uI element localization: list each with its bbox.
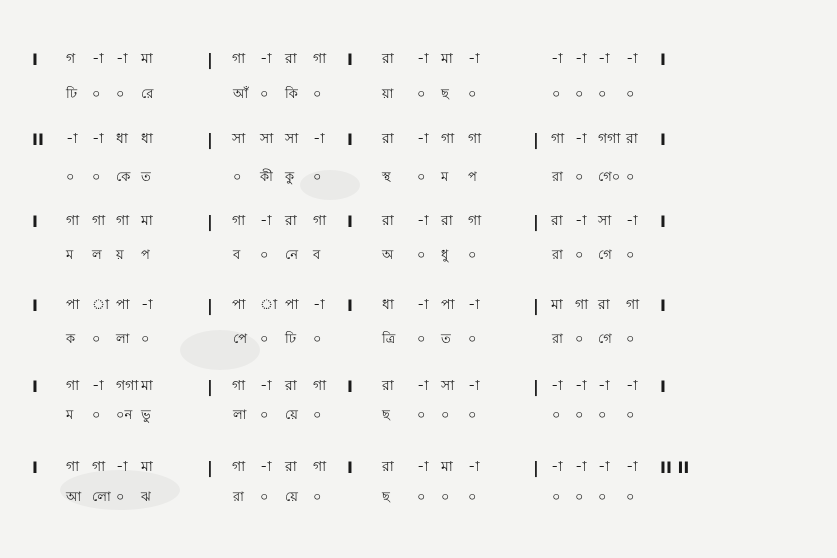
lyric-syllable: ০ bbox=[66, 170, 75, 185]
lyric-syllable: কু bbox=[285, 170, 295, 185]
lyric-syllable: ভু bbox=[141, 408, 151, 423]
notation-note: গা bbox=[313, 378, 327, 394]
lyric-syllable: ০ bbox=[468, 248, 477, 263]
notation-note: রা bbox=[382, 378, 394, 394]
notation-note: রা bbox=[382, 51, 394, 67]
notation-note: -া bbox=[626, 213, 638, 229]
notation-note: মা bbox=[141, 459, 153, 475]
notation-note: -া bbox=[598, 51, 610, 67]
notation-note: -া bbox=[468, 51, 480, 67]
notation-note: -া bbox=[417, 378, 429, 394]
lyric-syllable: ঢি bbox=[66, 87, 78, 102]
lyric-syllable: রা bbox=[552, 332, 563, 347]
notation-note: -া bbox=[260, 378, 272, 394]
notation-note: রা bbox=[551, 213, 563, 229]
notation-note: রা bbox=[382, 459, 394, 475]
notation-note: গা bbox=[313, 213, 327, 229]
lyric-syllable: ০ bbox=[552, 408, 561, 423]
lyric-syllable: ঢি bbox=[285, 332, 297, 347]
lyric-syllable: ০ bbox=[626, 170, 635, 185]
notation-note: রা bbox=[285, 378, 297, 394]
barline: I bbox=[660, 296, 666, 315]
notation-note: পা bbox=[285, 297, 299, 313]
notation-note: গা bbox=[66, 378, 80, 394]
notation-note: -া bbox=[575, 213, 587, 229]
notation-note: গা bbox=[92, 459, 106, 475]
lyric-syllable: ০ bbox=[598, 490, 607, 505]
lyric-syllable: ম bbox=[66, 248, 74, 263]
notation-note: গা bbox=[232, 51, 246, 67]
lyric-syllable: কে bbox=[116, 170, 131, 185]
lyric-syllable: ত্রি bbox=[382, 332, 396, 347]
notation-note: গা bbox=[313, 459, 327, 475]
notation-note: গ bbox=[66, 51, 76, 67]
notation-note: গা bbox=[551, 131, 565, 147]
notation-note: গগা bbox=[598, 131, 621, 147]
lyric-syllable: লো bbox=[92, 490, 111, 505]
barline: | bbox=[207, 130, 213, 149]
lyric-syllable: ০ bbox=[468, 87, 477, 102]
lyric-syllable: ০ bbox=[575, 248, 584, 263]
notation-note: গগা bbox=[116, 378, 139, 394]
notation-note: রা bbox=[626, 131, 638, 147]
barline: I bbox=[660, 130, 666, 149]
lyric-syllable: ০ bbox=[260, 248, 269, 263]
lyric-syllable: ধু bbox=[441, 248, 449, 263]
notation-note: সা bbox=[260, 131, 274, 147]
notation-note: -া bbox=[313, 297, 325, 313]
lyric-syllable: ০ bbox=[468, 332, 477, 347]
notation-note: -া bbox=[598, 459, 610, 475]
notation-note: গা bbox=[66, 213, 80, 229]
lyric-syllable: ঝ bbox=[141, 490, 151, 505]
lyric-syllable: ০ bbox=[417, 248, 426, 263]
lyric-syllable: ছ bbox=[382, 408, 390, 423]
barline: I bbox=[347, 377, 353, 396]
notation-note: -া bbox=[575, 459, 587, 475]
lyric-syllable: রা bbox=[233, 490, 244, 505]
lyric-syllable: ০ bbox=[552, 87, 561, 102]
lyric-syllable: ০ bbox=[116, 87, 125, 102]
barline: | bbox=[533, 212, 539, 231]
lyric-syllable: ম bbox=[441, 170, 449, 185]
notation-note: গা bbox=[468, 131, 482, 147]
lyric-syllable: ০ bbox=[260, 332, 269, 347]
lyric-syllable: স্থ bbox=[382, 170, 391, 185]
notation-note: া bbox=[92, 297, 110, 313]
notation-note: া bbox=[260, 297, 278, 313]
notation-note: রা bbox=[598, 297, 610, 313]
notation-note: গা bbox=[92, 213, 106, 229]
lyric-syllable: ০ bbox=[417, 490, 426, 505]
lyric-syllable: ০ bbox=[313, 87, 322, 102]
lyric-syllable: য়ে bbox=[285, 408, 298, 423]
lyric-syllable: ব bbox=[313, 248, 321, 263]
notation-note: -া bbox=[417, 297, 429, 313]
lyric-syllable: লা bbox=[116, 332, 130, 347]
notation-note: -া bbox=[417, 213, 429, 229]
notation-note: -া bbox=[417, 51, 429, 67]
barline: I bbox=[660, 377, 666, 396]
notation-note: -া bbox=[92, 378, 104, 394]
notation-note: মা bbox=[551, 297, 563, 313]
lyric-syllable: ০ bbox=[313, 408, 322, 423]
notation-note: -া bbox=[92, 51, 104, 67]
lyric-syllable: ০ bbox=[575, 87, 584, 102]
lyric-syllable: ০ bbox=[441, 408, 450, 423]
barline: I bbox=[32, 458, 38, 477]
lyric-syllable: রা bbox=[552, 248, 563, 263]
barline: II bbox=[32, 130, 44, 149]
notation-note: -া bbox=[626, 459, 638, 475]
notation-note: রা bbox=[285, 213, 297, 229]
notation-note: -া bbox=[551, 378, 563, 394]
notation-note: -া bbox=[468, 378, 480, 394]
lyric-syllable: অ bbox=[382, 248, 394, 263]
notation-note: -া bbox=[598, 378, 610, 394]
notation-note: -া bbox=[551, 459, 563, 475]
barline: | bbox=[207, 212, 213, 231]
lyric-syllable: রে bbox=[141, 87, 154, 102]
notation-note: গা bbox=[116, 213, 130, 229]
notation-note: -া bbox=[468, 459, 480, 475]
lyric-syllable: ০ bbox=[575, 408, 584, 423]
lyric-syllable: ০ bbox=[626, 332, 635, 347]
notation-note: মা bbox=[141, 51, 153, 67]
notation-note: পা bbox=[441, 297, 455, 313]
lyric-syllable: ছ bbox=[441, 87, 449, 102]
notation-note: গা bbox=[232, 378, 246, 394]
lyric-syllable: ০ bbox=[92, 408, 101, 423]
notation-note: -া bbox=[141, 297, 153, 313]
lyric-syllable: ০ bbox=[441, 490, 450, 505]
barline: I bbox=[347, 130, 353, 149]
lyric-syllable: ত bbox=[441, 332, 451, 347]
notation-note: পা bbox=[232, 297, 246, 313]
notation-note: সা bbox=[232, 131, 246, 147]
lyric-syllable: ০ bbox=[626, 490, 635, 505]
lyric-syllable: য়া bbox=[382, 87, 394, 102]
notation-note: গা bbox=[575, 297, 589, 313]
lyric-syllable: ব bbox=[233, 248, 241, 263]
notation-note: মা bbox=[141, 213, 153, 229]
notation-note: -া bbox=[116, 459, 128, 475]
barline: | bbox=[207, 50, 213, 69]
notation-note: সা bbox=[285, 131, 299, 147]
lyric-syllable: পে bbox=[233, 332, 248, 347]
barline: I bbox=[32, 212, 38, 231]
notation-note: মা bbox=[141, 378, 153, 394]
notation-note: -া bbox=[626, 51, 638, 67]
lyric-syllable: ০ bbox=[626, 248, 635, 263]
notation-note: ধা bbox=[382, 297, 394, 313]
lyric-syllable: ০ন bbox=[116, 408, 133, 423]
lyric-syllable: ০ bbox=[260, 490, 269, 505]
notation-note: -া bbox=[417, 131, 429, 147]
lyric-syllable: ০ bbox=[260, 408, 269, 423]
notation-note: গা bbox=[232, 459, 246, 475]
notation-note: -া bbox=[626, 378, 638, 394]
notation-note: সা bbox=[441, 378, 455, 394]
lyric-syllable: ০ bbox=[575, 170, 584, 185]
lyric-syllable: ০ bbox=[92, 170, 101, 185]
barline: I bbox=[347, 212, 353, 231]
lyric-syllable: কি bbox=[285, 87, 298, 102]
lyric-syllable: ০ bbox=[575, 490, 584, 505]
notation-note: গা bbox=[441, 131, 455, 147]
notation-note: রা bbox=[441, 213, 453, 229]
lyric-syllable: ০ bbox=[626, 87, 635, 102]
notation-note: গা bbox=[232, 213, 246, 229]
lyric-syllable: য় bbox=[116, 248, 124, 263]
notation-note: -া bbox=[260, 213, 272, 229]
lyric-syllable: ০ bbox=[141, 332, 150, 347]
barline: | bbox=[207, 458, 213, 477]
lyric-syllable: ০ bbox=[468, 490, 477, 505]
notation-note: রা bbox=[382, 131, 394, 147]
notation-note: গা bbox=[468, 213, 482, 229]
lyric-syllable: ০ bbox=[313, 490, 322, 505]
lyric-syllable: প bbox=[468, 170, 477, 185]
notation-note: রা bbox=[285, 459, 297, 475]
barline: | bbox=[533, 458, 539, 477]
notation-note: -া bbox=[260, 51, 272, 67]
lyric-syllable: ০ bbox=[417, 170, 426, 185]
lyric-syllable: গে bbox=[598, 332, 612, 347]
barline: I bbox=[347, 296, 353, 315]
lyric-syllable: ল bbox=[92, 248, 102, 263]
lyric-syllable: ০ bbox=[92, 87, 101, 102]
lyric-syllable: ০ bbox=[260, 87, 269, 102]
notation-note: মা bbox=[441, 51, 453, 67]
notation-note: রা bbox=[382, 213, 394, 229]
notation-note: গা bbox=[66, 459, 80, 475]
paper-stain bbox=[180, 330, 260, 370]
lyric-syllable: ০ bbox=[313, 170, 322, 185]
notation-note: -া bbox=[313, 131, 325, 147]
notation-note: মা bbox=[441, 459, 453, 475]
notation-note: -া bbox=[575, 51, 587, 67]
notation-note: -া bbox=[260, 459, 272, 475]
lyric-syllable: ০ bbox=[417, 87, 426, 102]
notation-note: ধা bbox=[116, 131, 128, 147]
barline: I bbox=[347, 458, 353, 477]
notation-note: সা bbox=[598, 213, 612, 229]
lyric-syllable: ম bbox=[66, 408, 74, 423]
barline: | bbox=[533, 377, 539, 396]
lyric-syllable: ০ bbox=[417, 332, 426, 347]
lyric-syllable: ০ bbox=[313, 332, 322, 347]
barline: | bbox=[207, 377, 213, 396]
notation-note: রা bbox=[285, 51, 297, 67]
notation-note: পা bbox=[116, 297, 130, 313]
barline: I bbox=[347, 50, 353, 69]
notation-note: ধা bbox=[141, 131, 153, 147]
lyric-syllable: ০ bbox=[417, 408, 426, 423]
lyric-syllable: আঁ bbox=[233, 87, 249, 102]
barline: II II bbox=[660, 458, 690, 477]
notation-note: -া bbox=[417, 459, 429, 475]
lyric-syllable: ০ bbox=[626, 408, 635, 423]
notation-note: -া bbox=[551, 51, 563, 67]
notation-note: -া bbox=[575, 131, 587, 147]
notation-note: -া bbox=[66, 131, 78, 147]
lyric-syllable: গে bbox=[598, 248, 612, 263]
lyric-syllable: কী bbox=[260, 170, 273, 185]
barline: | bbox=[207, 296, 213, 315]
barline: | bbox=[533, 130, 539, 149]
lyric-syllable: ০ bbox=[468, 408, 477, 423]
notation-note: -া bbox=[468, 297, 480, 313]
notation-note: -া bbox=[92, 131, 104, 147]
lyric-syllable: ০ bbox=[233, 170, 242, 185]
notation-note: -া bbox=[575, 378, 587, 394]
barline: I bbox=[32, 50, 38, 69]
lyric-syllable: নে bbox=[285, 248, 299, 263]
paper-stain bbox=[300, 170, 360, 200]
lyric-syllable: ০ bbox=[92, 332, 101, 347]
barline: I bbox=[32, 377, 38, 396]
lyric-syllable: ০ bbox=[575, 332, 584, 347]
lyric-syllable: য়ে bbox=[285, 490, 298, 505]
notation-note: -া bbox=[116, 51, 128, 67]
lyric-syllable: রা bbox=[552, 170, 563, 185]
lyric-syllable: আ bbox=[66, 490, 82, 505]
barline: I bbox=[32, 296, 38, 315]
notation-note: গা bbox=[626, 297, 640, 313]
barline: I bbox=[660, 212, 666, 231]
lyric-syllable: ০ bbox=[598, 87, 607, 102]
lyric-syllable: লা bbox=[233, 408, 247, 423]
notation-note: পা bbox=[66, 297, 80, 313]
lyric-syllable: ক bbox=[66, 332, 76, 347]
lyric-syllable: ০ bbox=[598, 408, 607, 423]
lyric-syllable: ত bbox=[141, 170, 151, 185]
lyric-syllable: গে০ bbox=[598, 170, 621, 185]
lyric-syllable: প bbox=[141, 248, 150, 263]
notation-note: গা bbox=[313, 51, 327, 67]
lyric-syllable: ছ bbox=[382, 490, 390, 505]
lyric-syllable: ০ bbox=[116, 490, 125, 505]
barline: I bbox=[660, 50, 666, 69]
barline: | bbox=[533, 296, 539, 315]
lyric-syllable: ০ bbox=[552, 490, 561, 505]
